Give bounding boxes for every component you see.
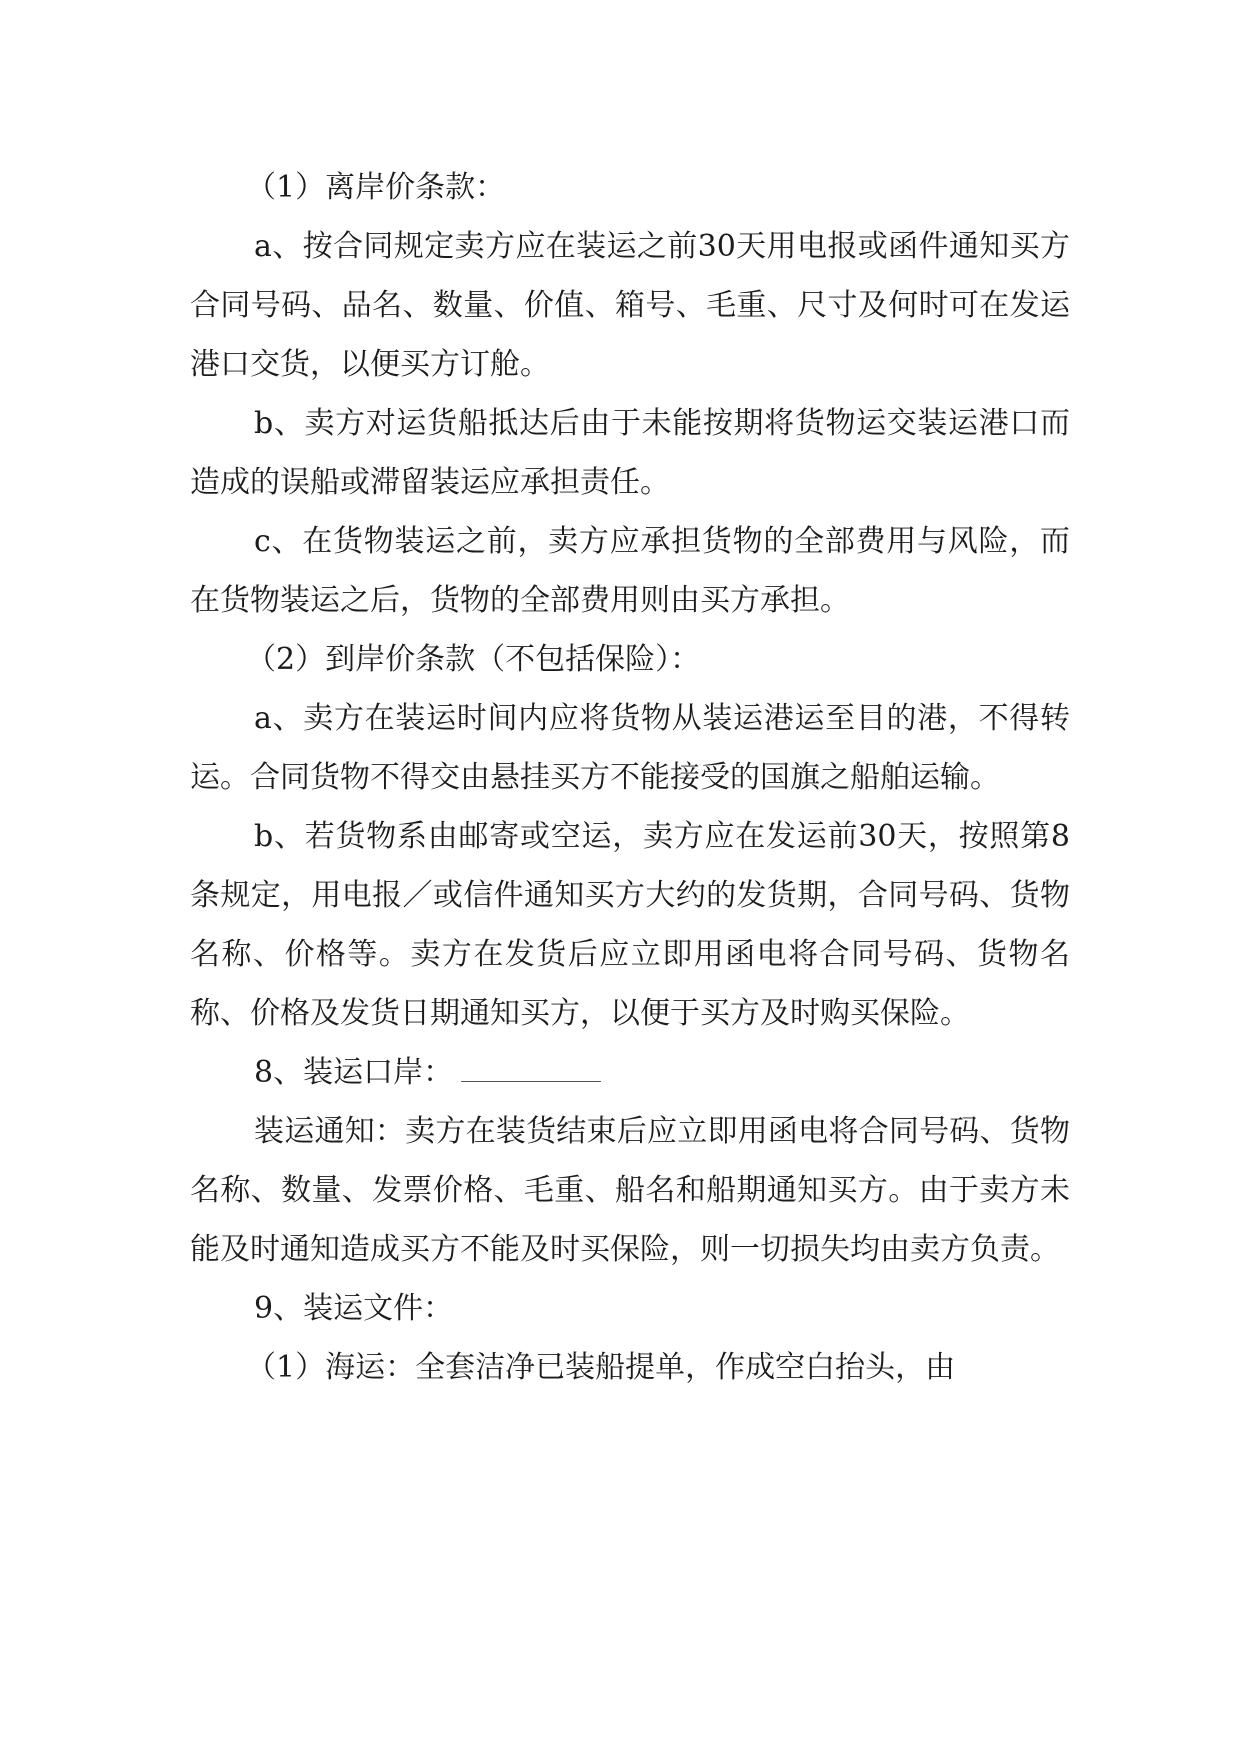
clause-fob-c: c、在货物装运之前，卖方应承担货物的全部费用与风险，而在货物装运之后，货物的全部费用则由买方承担。 <box>190 524 1070 618</box>
clause-cif-b: b、若货物系由邮寄或空运，卖方应在发运前30天，按照第8条规定，用电报／或信件通知买方大约的发货期，合同号码、货物名称、价格等。卖方在发货后应立即用函电将合同号码、货物名称、价格及发货日期通知买方，以便于买方及时购买保险。 <box>190 819 1070 1031</box>
clause-8-port-of-shipment <box>190 1043 1070 1102</box>
clause-fob-b: b、卖方对运货船抵达后由于未能按期将货物运交装运港口而造成的误船或滞留装运应承担责任。 <box>190 406 1070 500</box>
shipping-notice: 装运通知：卖方在装货结束后应立即用函电将合同号码、货物名称、数量、发票价格、毛重、船名和船期通知买方。由于卖方未能及时通知造成买方不能及时买保险，则一切损失均由卖方负责。 <box>190 1114 1070 1267</box>
document-body <box>190 158 1070 1397</box>
port-blank-line <box>461 1051 601 1082</box>
clause-fob-heading: （1）离岸价条款： <box>246 170 506 205</box>
clause-cif-heading: （2）到岸价条款（不包括保险）： <box>246 642 701 677</box>
clause-9-shipping-documents: 9、装运文件： <box>254 1291 454 1326</box>
clause-8-label: 8、装运口岸： <box>254 1055 454 1090</box>
clause-fob-a: a、按合同规定卖方应在装运之前30天用电报或函件通知买方合同号码、品名、数量、价值、箱号、毛重、尺寸及何时可在发运港口交货，以便买方订舱。 <box>190 229 1070 382</box>
clause-cif-a: a、卖方在装运时间内应将货物从装运港运至目的港，不得转运。合同货物不得交由悬挂买方不能接受的国旗之船舶运输。 <box>190 701 1070 795</box>
clause-9-1-ocean: （1）海运：全套洁净已装船提单，作成空白抬头，由 <box>246 1350 956 1385</box>
